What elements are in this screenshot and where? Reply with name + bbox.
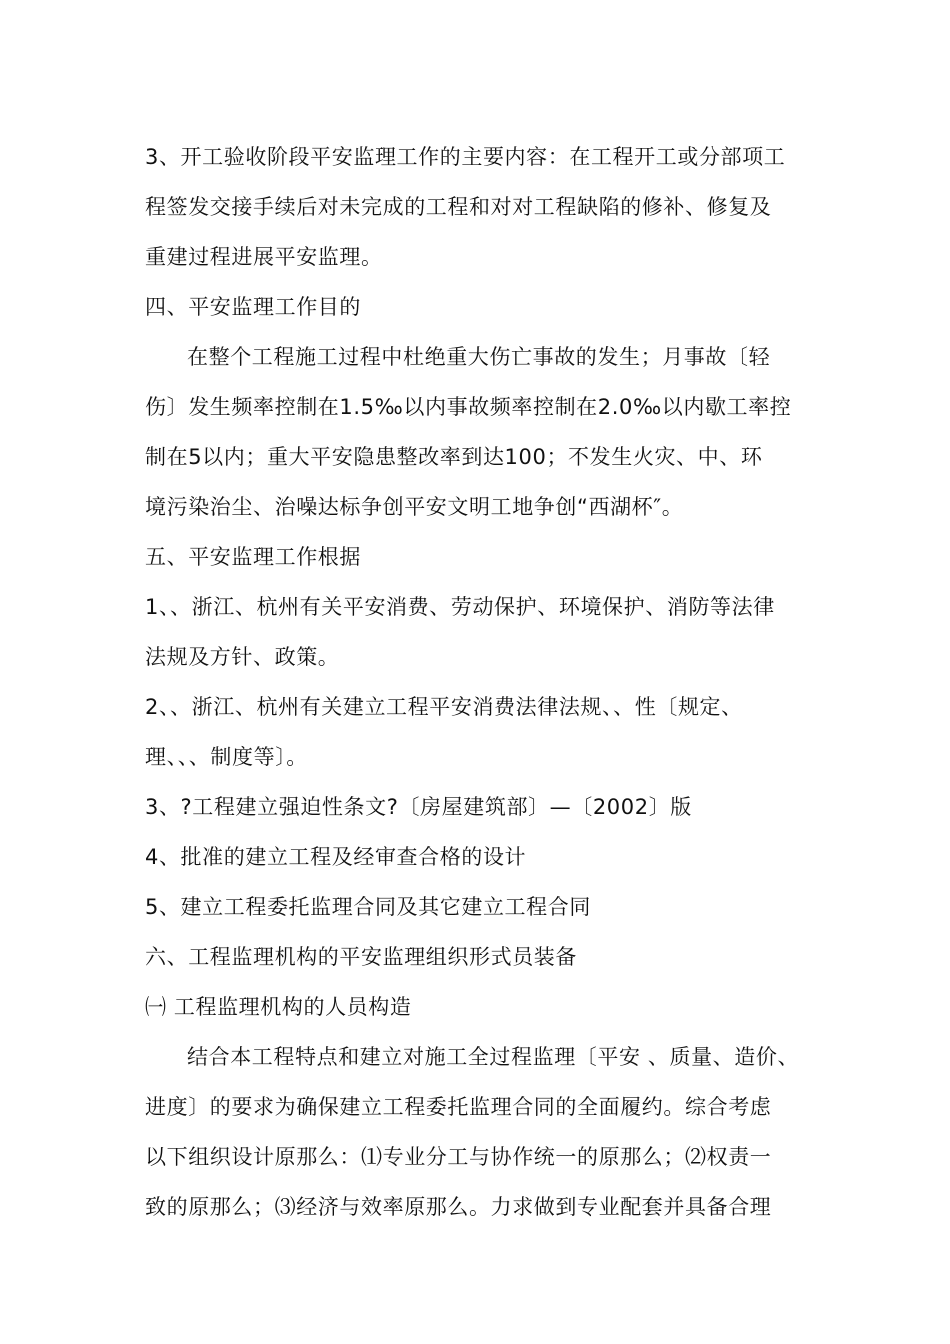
list-item: 4、批准的建立工程及经审查合格的设计 <box>145 845 527 869</box>
subsection-heading: ㈠ 工程监理机构的人员构造 <box>145 995 412 1019</box>
paragraph-line: 重建过程进展平安监理。 <box>145 245 383 269</box>
paragraph-line: 在整个工程施工过程中杜绝重大伤亡事故的发生；月事故〔轻 <box>187 345 771 369</box>
paragraph-line: 制在5以内；重大平安隐患整改率到达100；不发生火灾、中、环 <box>145 445 763 469</box>
list-item-continuation: 理、、、制度等〕。 <box>145 745 308 769</box>
section-heading: 五、平安监理工作根据 <box>145 545 361 569</box>
paragraph-line: 程签发交接手续后对未完成的工程和对对工程缺陷的修补、修复及 <box>145 195 772 219</box>
section-heading: 四、平安监理工作目的 <box>145 295 361 319</box>
paragraph-line: 结合本工程特点和建立对施工全过程监理〔平安 、质量、造价、 <box>187 1045 800 1069</box>
section-heading: 六、工程监理机构的平安监理组织形式员装备 <box>145 945 577 969</box>
paragraph-line: 境污染治尘、治噪达标争创平安文明工地争创“西湖杯″。 <box>145 495 684 519</box>
list-item: 3、?工程建立强迫性条文?〔房屋建筑部〕—〔2002〕版 <box>145 795 692 819</box>
list-item: 2、、浙江、杭州有关建立工程平安消费法律法规、、性〔规定、 <box>145 695 743 719</box>
document-body <box>145 132 813 1232</box>
list-item-continuation: 法规及方针、政策。 <box>145 645 340 669</box>
list-item: 5、建立工程委托监理合同及其它建立工程合同 <box>145 895 591 919</box>
paragraph-line: 以下组织设计原那么：⑴专业分工与协作统一的原那么；⑵权责一 <box>145 1145 772 1169</box>
paragraph-line: 进度〕的要求为确保建立工程委托监理合同的全面履约。综合考虑 <box>145 1095 772 1119</box>
paragraph-line: 3、开工验收阶段平安监理工作的主要内容：在工程开工或分部项工 <box>145 145 786 169</box>
list-item: 1、、浙江、杭州有关平安消费、劳动保护、环境保护、消防等法律 <box>145 595 775 619</box>
paragraph-line: 伤〕发生频率控制在1.5‰以内事故频率控制在2.0‰以内歇工率控 <box>145 395 792 419</box>
paragraph-line: 致的原那么；⑶经济与效率原那么。力求做到专业配套并具备合理 <box>145 1195 772 1219</box>
